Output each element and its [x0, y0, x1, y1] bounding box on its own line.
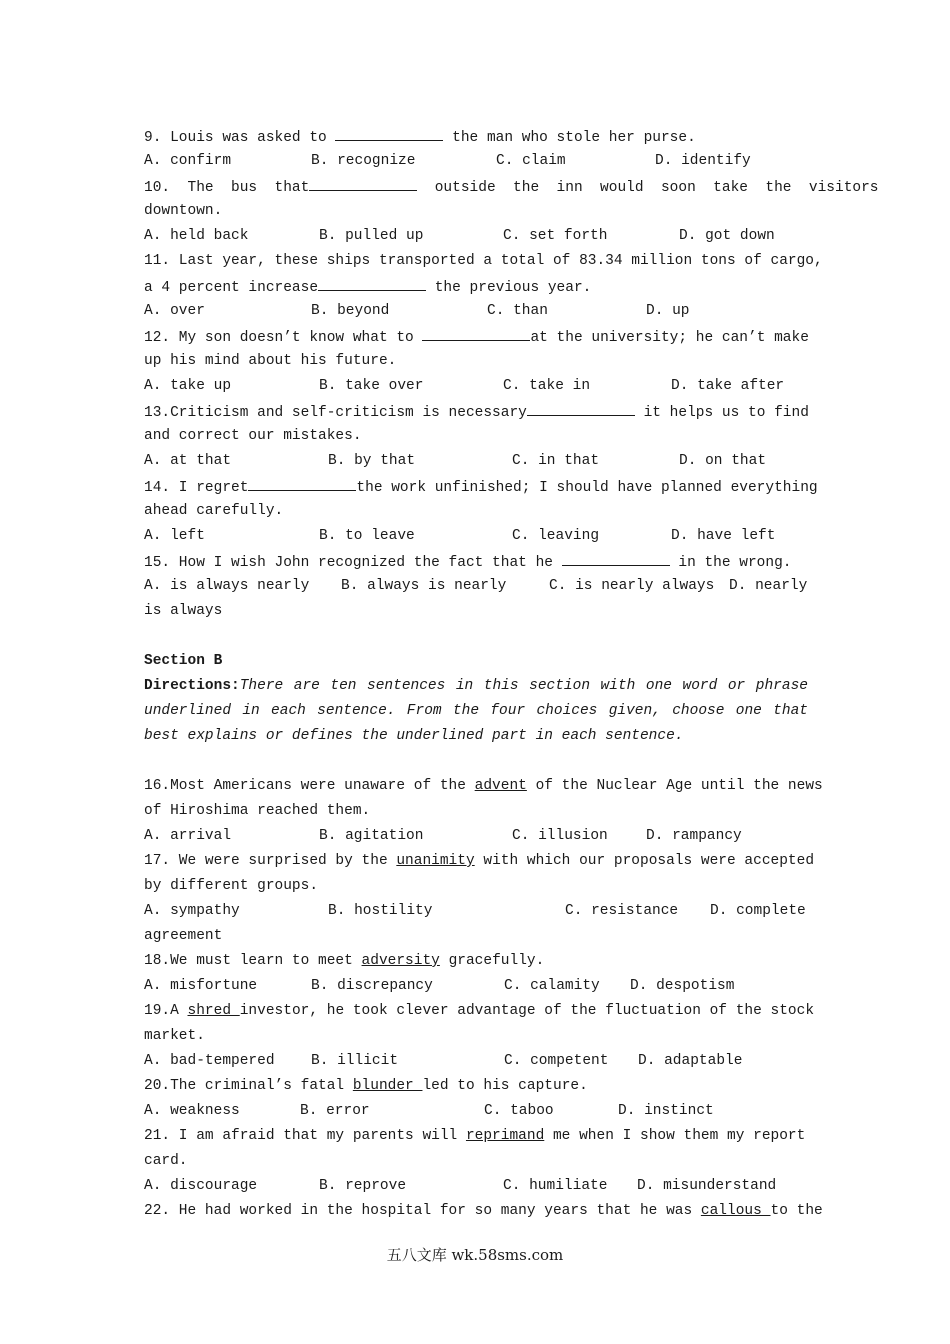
- option-c: C. humiliate: [503, 1178, 608, 1194]
- option-a: A. is always nearly: [144, 578, 310, 594]
- option-a: A. weakness: [144, 1103, 240, 1119]
- document-page: [144, 124, 879, 1224]
- options-9: [144, 149, 808, 174]
- options-11: [144, 299, 808, 324]
- question-11-cont: a 4 percent increase the previous year.: [144, 274, 808, 299]
- option-c: C. leaving: [512, 528, 600, 544]
- option-c: C. in that: [512, 453, 600, 469]
- question-13-cont: and correct our mistakes.: [144, 428, 362, 444]
- option-a: A. held back: [144, 228, 249, 244]
- option-c: C. is nearly always: [549, 578, 715, 594]
- option-a: A. over: [144, 303, 205, 319]
- underlined-word: advent: [474, 778, 527, 794]
- underlined-word: reprimand: [465, 1128, 545, 1144]
- answer-blank: [527, 399, 635, 416]
- options-19: [144, 1049, 808, 1074]
- option-a: A. left: [144, 528, 205, 544]
- option-b: B. beyond: [311, 303, 390, 319]
- question-12-cont: up his mind about his future.: [144, 353, 397, 369]
- options-21: [144, 1174, 808, 1199]
- option-a: A. discourage: [144, 1178, 258, 1194]
- question-22: 22. He had worked in the hospital for so many years that he was callous to the: [144, 1203, 823, 1219]
- option-a: A. misfortune: [144, 978, 258, 994]
- option-d: D. take after: [671, 378, 785, 394]
- option-a: A. arrival: [144, 828, 232, 844]
- underlined-word: blunder: [352, 1078, 423, 1094]
- option-b: B. pulled up: [319, 228, 424, 244]
- option-a: A. confirm: [144, 153, 232, 169]
- option-d: D. despotism: [630, 978, 735, 994]
- underlined-word: callous: [700, 1203, 771, 1219]
- option-d: D. nearly: [729, 578, 808, 594]
- option-c: C. set forth: [503, 228, 608, 244]
- question-19: 19.A shred investor, he took clever advantage of the fluctuation of the stock: [144, 1003, 815, 1019]
- options-16: [144, 824, 808, 849]
- question-11: 11. Last year, these ships transported a total of 83.34 million tons of cargo,: [144, 253, 823, 269]
- option-a: A. bad-tempered: [144, 1053, 275, 1069]
- option-d-cont: agreement: [144, 928, 223, 944]
- option-d: D. rampancy: [646, 828, 742, 844]
- options-18: [144, 974, 808, 999]
- option-c: C. competent: [504, 1053, 609, 1069]
- question-19-cont: market.: [144, 1028, 205, 1044]
- option-d: D. up: [646, 303, 690, 319]
- footer-watermark: 五八文库 wk.58sms.com: [386, 1246, 564, 1264]
- question-10-cont: downtown.: [144, 203, 223, 219]
- question-16-cont: of Hiroshima reached them.: [144, 803, 371, 819]
- question-17: 17. We were surprised by the unanimity with which our proposals were accepted: [144, 853, 815, 869]
- question-21: 21. I am afraid that my parents will reprimand me when I show them my report: [144, 1128, 806, 1144]
- option-b: B. reprove: [319, 1178, 407, 1194]
- option-b: B. discrepancy: [311, 978, 433, 994]
- options-13: [144, 449, 808, 474]
- option-c: C. take in: [503, 378, 591, 394]
- option-d: D. have left: [671, 528, 776, 544]
- question-14-cont: ahead carefully.: [144, 503, 284, 519]
- answer-blank: [335, 124, 443, 141]
- option-c: C. calamity: [504, 978, 600, 994]
- options-14: [144, 524, 808, 549]
- options-20: [144, 1099, 808, 1124]
- underlined-word: unanimity: [396, 853, 475, 869]
- underlined-word: shred: [187, 1003, 240, 1019]
- answer-blank: [422, 324, 530, 341]
- section-title: Section B: [144, 653, 223, 669]
- question-14: 14. I regret the work unfinished; I should have planned everything: [144, 474, 808, 499]
- option-c: C. taboo: [484, 1103, 554, 1119]
- option-a: A. at that: [144, 453, 232, 469]
- option-b: B. always is nearly: [341, 578, 507, 594]
- question-20: 20.The criminal’s fatal blunder led to his capture.: [144, 1078, 588, 1094]
- directions-text: There are ten sentences in this section with one word or phrase underlined in each sentence. From the four choices given, choose one that best explains or defines the underlined part in each sentence.: [144, 678, 808, 744]
- option-d: D. adaptable: [638, 1053, 743, 1069]
- underlined-word: adversity: [361, 953, 440, 969]
- question-17-cont: by different groups.: [144, 878, 319, 894]
- option-b: B. to leave: [319, 528, 415, 544]
- question-9: 9. Louis was asked to the man who stole her purse.: [144, 124, 808, 149]
- option-d: D. misunderstand: [637, 1178, 777, 1194]
- option-d: D. identify: [655, 153, 751, 169]
- options-12: [144, 374, 808, 399]
- option-d: D. instinct: [618, 1103, 714, 1119]
- question-21-cont: card.: [144, 1153, 188, 1169]
- option-d: D. got down: [679, 228, 775, 244]
- directions-label: Directions:: [144, 678, 240, 694]
- option-b: B. hostility: [328, 903, 433, 919]
- answer-blank: [309, 174, 417, 191]
- question-13: 13.Criticism and self-criticism is necessary it helps us to find: [144, 399, 808, 424]
- answer-blank: [318, 274, 426, 291]
- options-17: [144, 899, 808, 924]
- option-b: B. agitation: [319, 828, 424, 844]
- option-b: B. by that: [328, 453, 416, 469]
- option-c: C. resistance: [565, 903, 679, 919]
- directions: [144, 674, 808, 749]
- option-b: B. error: [300, 1103, 370, 1119]
- option-a: A. sympathy: [144, 903, 240, 919]
- options-10: [144, 224, 808, 249]
- question-18: 18.We must learn to meet adversity gracefully.: [144, 953, 545, 969]
- option-c: C. than: [487, 303, 548, 319]
- option-c: C. claim: [496, 153, 566, 169]
- option-b: B. take over: [319, 378, 424, 394]
- question-16: 16.Most Americans were unaware of the advent of the Nuclear Age until the news: [144, 778, 823, 794]
- question-15: 15. How I wish John recognized the fact that he in the wrong.: [144, 549, 808, 574]
- answer-blank: [562, 549, 670, 566]
- option-d-cont: is always: [144, 603, 223, 619]
- option-d: D. on that: [679, 453, 767, 469]
- options-15: [144, 574, 808, 599]
- question-12: 12. My son doesn’t know what to at the university; he can’t make: [144, 324, 808, 349]
- option-b: B. illicit: [311, 1053, 399, 1069]
- option-d: D. complete: [710, 903, 806, 919]
- question-10: 10. The bus that outside the inn would soon take the visitors: [144, 174, 808, 199]
- option-c: C. illusion: [512, 828, 608, 844]
- option-a: A. take up: [144, 378, 232, 394]
- option-b: B. recognize: [311, 153, 416, 169]
- answer-blank: [248, 474, 356, 491]
